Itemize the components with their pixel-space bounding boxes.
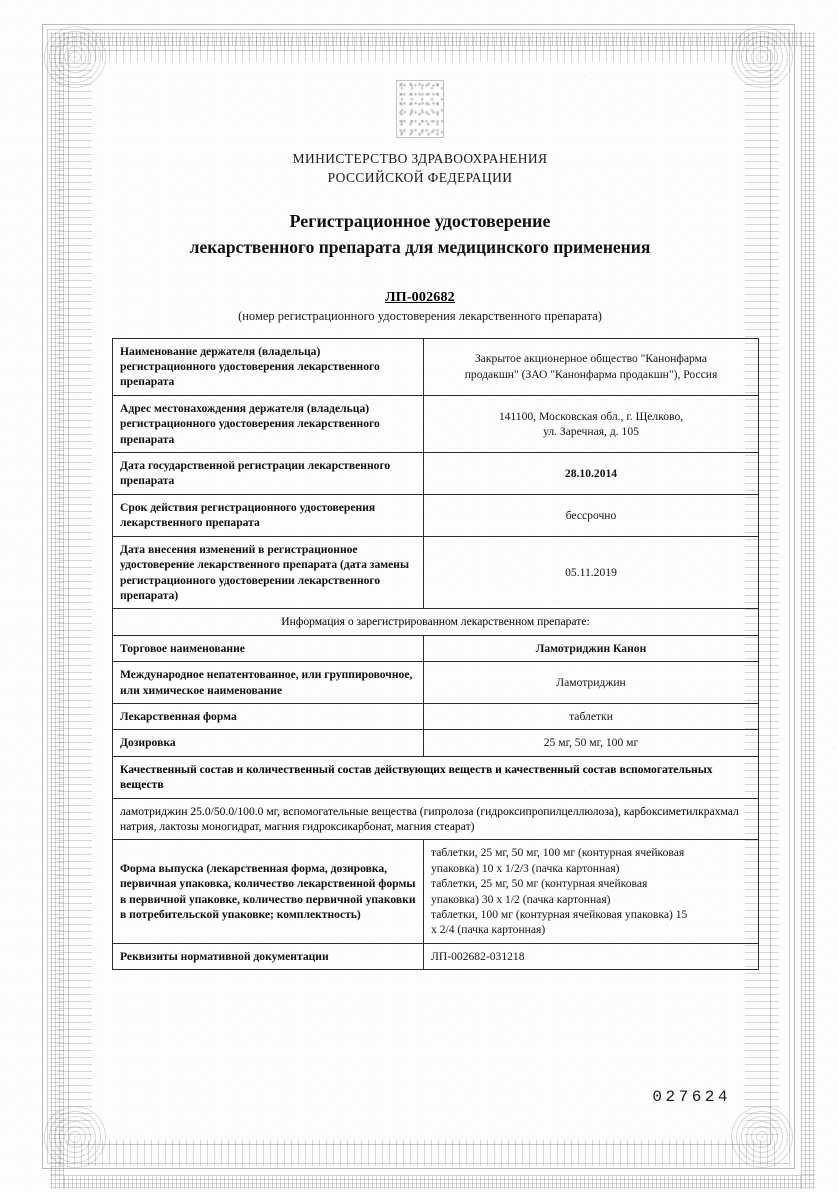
table-row <box>113 840 759 943</box>
page-title <box>112 209 728 259</box>
table-cell-label: Лекарственная форма <box>113 703 424 729</box>
table-row <box>113 338 759 395</box>
ministry-line-2: РОССИЙСКОЙ ФЕДЕРАЦИИ <box>327 169 513 185</box>
ministry-line-1: МИНИСТЕРСТВО ЗДРАВООХРАНЕНИЯ <box>292 151 548 166</box>
emblem-container <box>112 80 728 138</box>
ornament-band-left <box>58 60 92 1135</box>
table-cell-value <box>424 536 759 609</box>
table-row <box>113 395 759 452</box>
corner-rosette-top-right <box>731 26 793 88</box>
table-row <box>113 494 759 536</box>
value-line: упаковка) 30 х 1/2 (пачка картонная) <box>431 892 611 906</box>
ornament-band-bottom <box>60 1140 777 1166</box>
value-line: таблетки, 25 мг, 50 мг (контурная ячейковая <box>431 877 648 891</box>
table-cell-label: Торговое наименование <box>113 635 424 661</box>
table-cell-value <box>424 494 759 536</box>
table-cell-value <box>424 662 759 704</box>
value-line: ул. Заречная, д. 105 <box>543 424 639 438</box>
table-cell-label: Дата внесения изменений в регистрационное удостоверение лекарственного препарата (дата замены регистрационного удостоверении лекарственного препарата) <box>113 536 424 609</box>
table-cell-value <box>424 703 759 729</box>
registration-number-block <box>112 290 728 324</box>
value-line: ЛП-002682-031218 <box>431 949 525 963</box>
corner-rosette-bottom-right <box>731 1106 793 1168</box>
value-line: таблетки, 100 мг (контурная ячейковая упаковка) 15 <box>431 908 688 922</box>
title-line-2: лекарственного препарата для медицинского применения <box>189 236 651 257</box>
value-line: х 2/4 (пачка картонная) <box>431 923 546 937</box>
table-row <box>113 943 759 969</box>
value-line: 05.11.2019 <box>565 565 617 579</box>
table-cell-label: Международное непатентованное, или группировочное, или химическое наименование <box>113 662 424 704</box>
table-row <box>113 798 759 840</box>
table-cell-value <box>424 943 759 969</box>
table-cell-label: Дозировка <box>113 730 424 756</box>
table-row <box>113 635 759 661</box>
table-cell-fullwidth: Информация о зарегистрированном лекарственном препарате: <box>113 609 759 635</box>
certificate-table-body <box>113 338 759 970</box>
registration-number: ЛП-002682 <box>385 289 455 305</box>
ministry-heading <box>112 150 728 187</box>
value-line: таблетки, 25 мг, 50 мг, 100 мг (контурная ячейковая <box>431 846 685 860</box>
table-cell-fullwidth: ламотриджин 25.0/50.0/100.0 мг, вспомогательные вещества (гипролоза (гидроксипропилцеллюлоза), карбоксиметилкрахмал натрия, лактозы моногидрат, магния гидроксикарбонат, магния стеарат) <box>113 798 759 840</box>
table-cell-label: Дата государственной регистрации лекарственного препарата <box>113 453 424 495</box>
table-cell-label: Форма выпуска (лекарственная форма, дозировка, первичная упаковка, количество лекарственной формы в первичной упаковке, количество первичной упаковки в потребительской упаковке; комплектность) <box>113 840 424 943</box>
table-cell-value <box>424 730 759 756</box>
table-cell-label: Реквизиты нормативной документации <box>113 943 424 969</box>
value-line: таблетки <box>569 709 613 723</box>
table-cell-fullwidth: Качественный состав и количественный состав действующих веществ и качественный состав вспомогательных веществ <box>113 756 759 798</box>
table-row <box>113 453 759 495</box>
value-line: 141100, Московская обл., г. Щелково, <box>498 409 684 423</box>
registration-number-caption: (номер регистрационного удостоверения лекарственного препарата) <box>238 308 602 323</box>
table-cell-value <box>424 840 759 943</box>
certificate-data-table <box>112 338 759 971</box>
value-line: бессрочно <box>565 508 617 522</box>
table-cell-label: Адрес местонахождения держателя (владельца) регистрационного удостоверения лекарственного препарата <box>113 395 424 452</box>
ornament-band-top <box>60 36 777 62</box>
serial-number: 027624 <box>652 1088 731 1106</box>
coat-of-arms-icon <box>396 80 444 138</box>
corner-rosette-top-left <box>44 26 106 88</box>
table-row <box>113 609 759 635</box>
corner-rosette-bottom-left <box>44 1106 106 1168</box>
table-row <box>113 730 759 756</box>
value-line: упаковка) 10 х 1/2/3 (пачка картонная) <box>431 861 620 875</box>
table-cell-value <box>424 635 759 661</box>
value-line: Ламотриджин Канон <box>535 641 647 655</box>
value-line: продакшн" (ЗАО "Канонфарма продакшн"), Россия <box>464 367 718 381</box>
table-row <box>113 662 759 704</box>
value-line: Ламотриджин <box>556 675 626 689</box>
value-line: 28.10.2014 <box>564 466 618 480</box>
table-row <box>113 536 759 609</box>
table-cell-value <box>424 338 759 395</box>
table-row <box>113 756 759 798</box>
table-row <box>113 703 759 729</box>
document-content <box>112 80 739 970</box>
table-cell-label: Срок действия регистрационного удостоверения лекарственного препарата <box>113 494 424 536</box>
table-cell-label: Наименование держателя (владельца) регистрационного удостоверения лекарственного препарата <box>113 338 424 395</box>
title-line-1: Регистрационное удостоверение <box>289 211 551 232</box>
table-cell-value <box>424 395 759 452</box>
value-line: 25 мг, 50 мг, 100 мг <box>543 736 639 750</box>
value-line: Закрытое акционерное общество "Канонфарма <box>474 352 708 366</box>
table-cell-value <box>424 453 759 495</box>
